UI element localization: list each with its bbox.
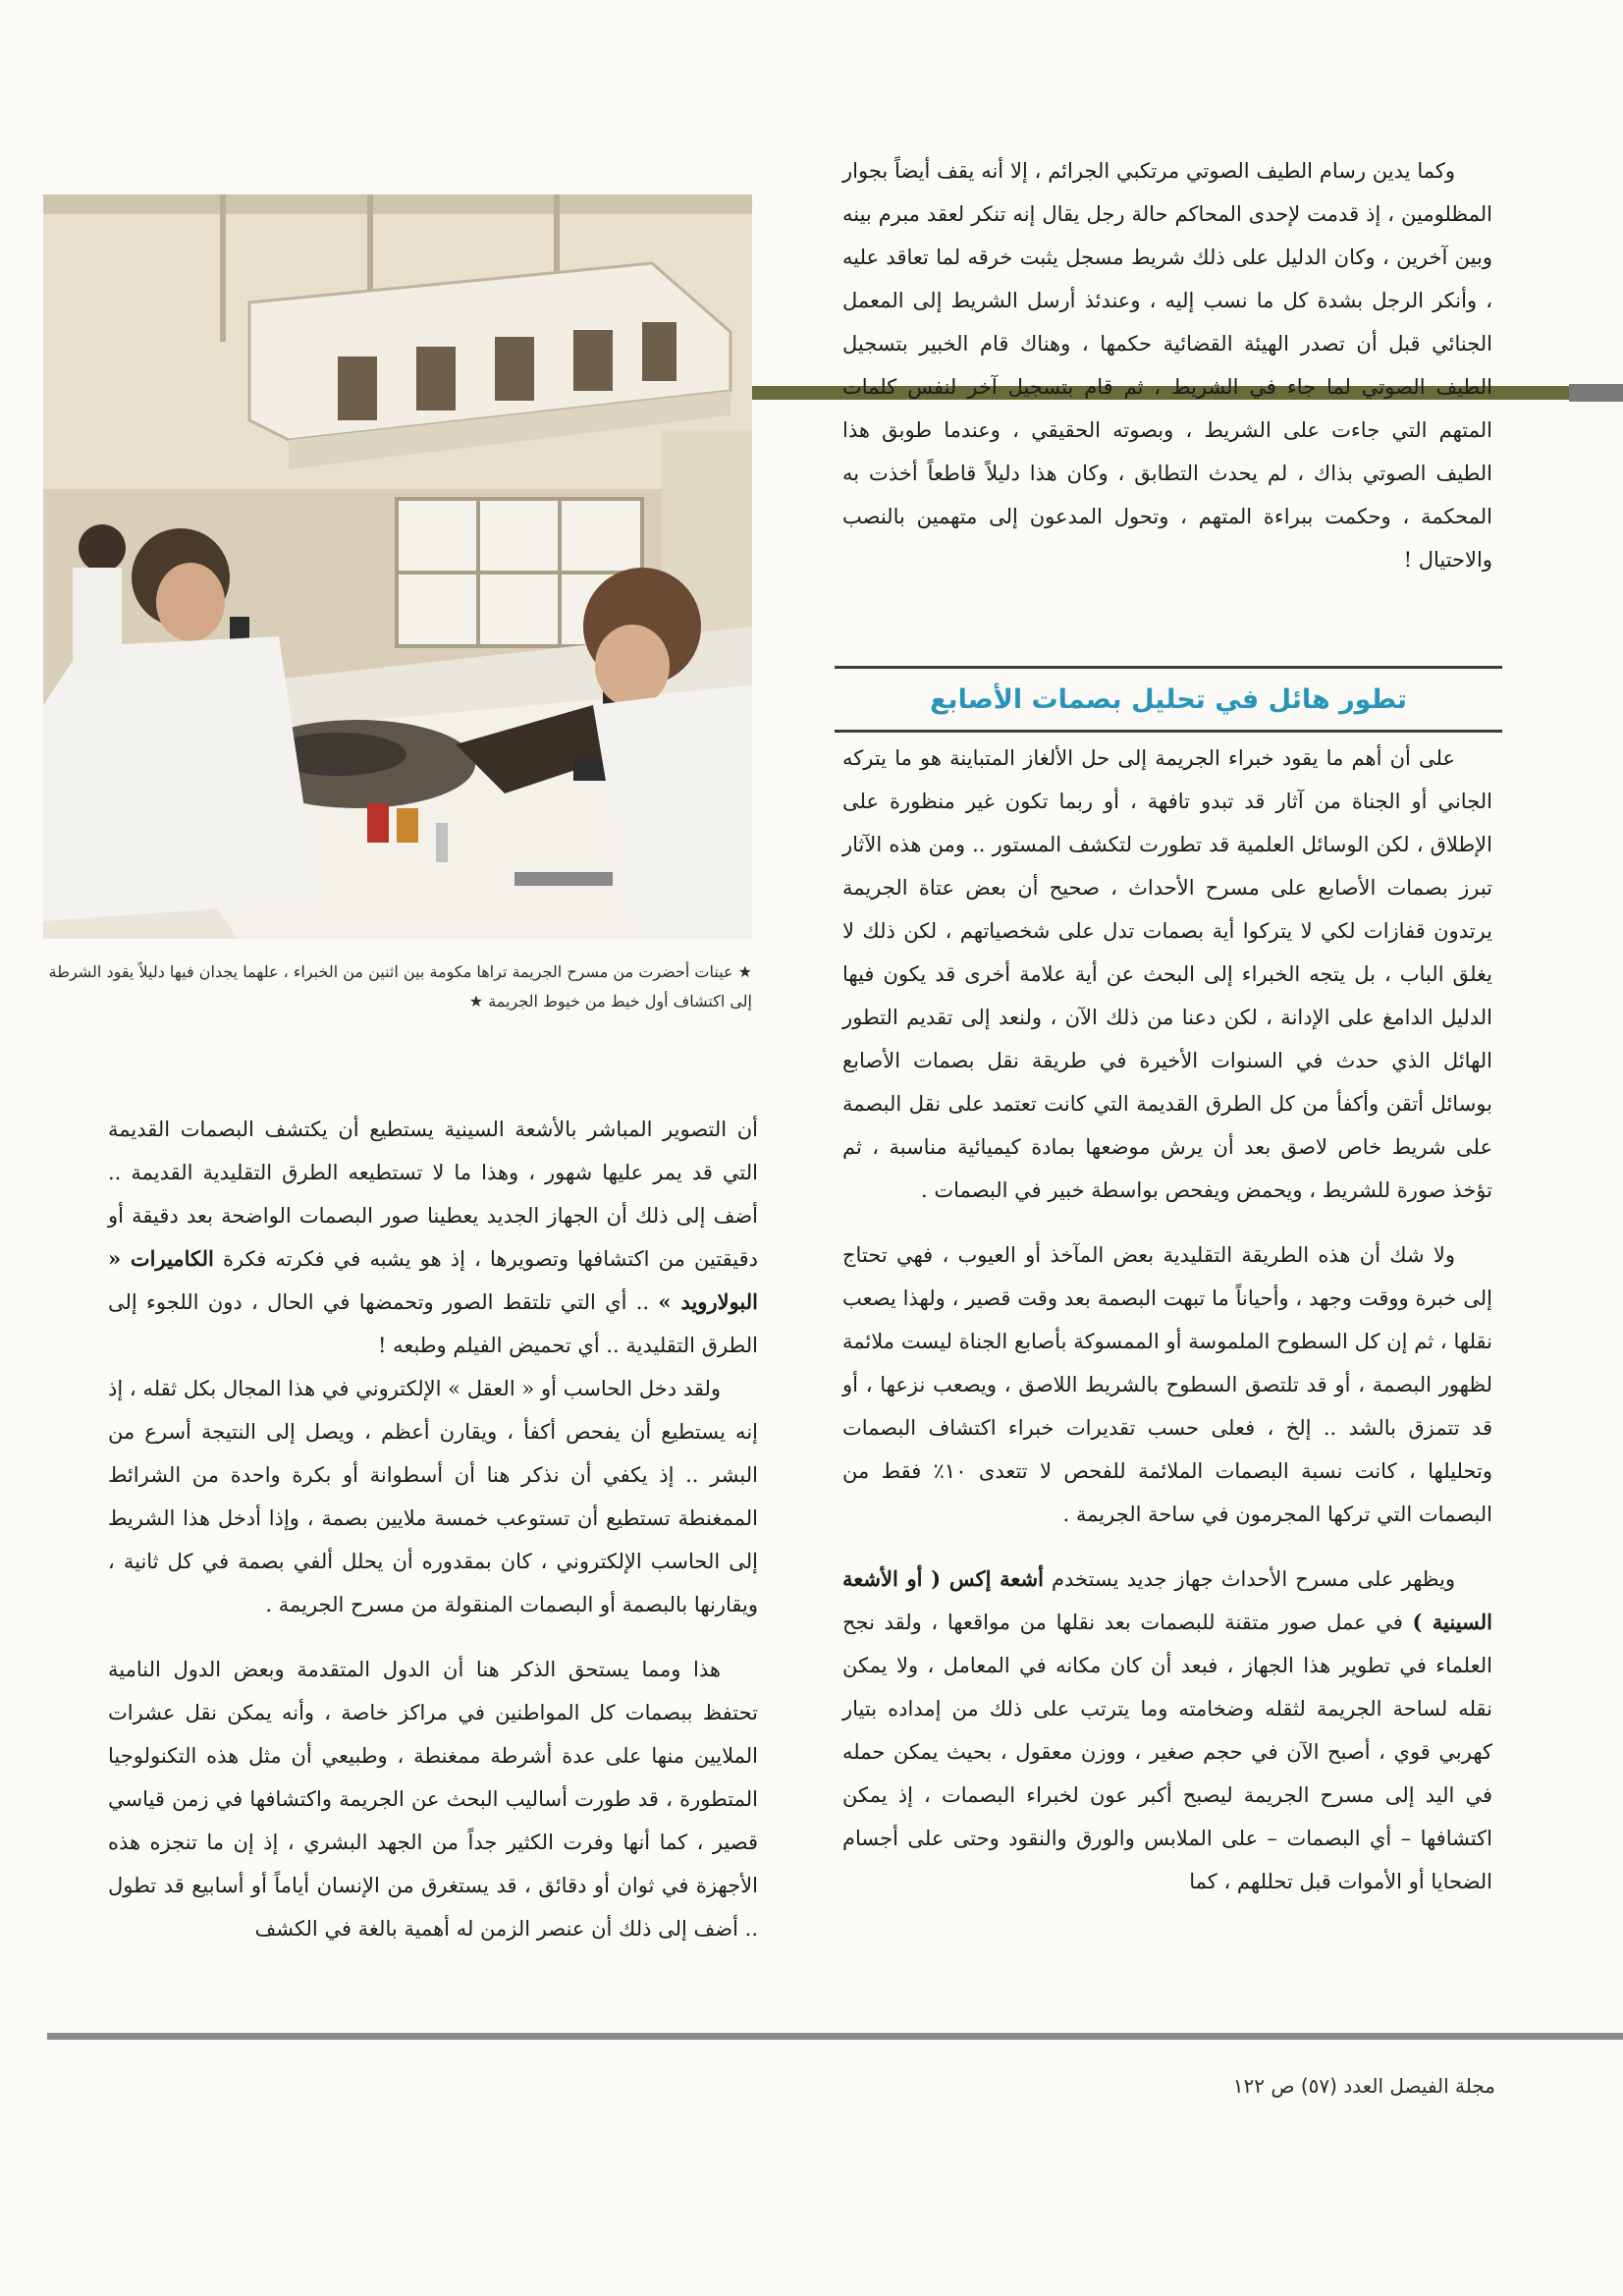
- laboratory-photo: [43, 194, 752, 939]
- paragraph: [842, 1558, 1492, 1903]
- article-column-right-bottom: [842, 737, 1492, 1903]
- bottom-rule: [47, 2033, 1623, 2040]
- paragraph: ولقد دخل الحاسب أو « العقل » الإلكتروني في هذا المجال بكل ثقله ، إذ إنه يستطيع أن يفحص أكفأ ، ويقارن أعظم ، ويصل إلى النتيجة أسرع من البشر .. إذ يكفي أن نذكر هنا أن أسطوانة أو بكرة واحدة من الشرائط الممغنطة تستطيع أن تستوعب خمسة ملايين بصمة ، وإذا أدخل هذا الشريط إلى الحاسب الإلكتروني ، كان بمقدوره أن يحلل ألفي بصمة في كل ثانية ، ويقارنها بالبصمة أو البصمات المنقولة من مسرح الجريمة .: [108, 1377, 758, 1616]
- paragraph-text: أن التصوير المباشر بالأشعة السينية يستطيع أن يكتشف البصمات القديمة التي قد يمر عليها شهور ، وهذا ما لا تستطيعه الطرق التقليدية القديمة .. أضف إلى ذلك أن الجهاز الجديد يعطينا صور البصمات الواضحة بعد دقيقة أو دقيقتين من اكتشافها وتصويرها ، إذ هو يشبه في فكرته فكرة: [108, 1118, 758, 1271]
- article-column-left: [108, 1108, 758, 1950]
- paragraph: هذا ومما يستحق الذكر هنا أن الدول المتقدمة وبعض الدول النامية تحتفظ ببصمات كل المواطنين في مراكز خاصة ، وأنه يمكن نقل عشرات الملايين منها على عدة أشرطة ممغنطة ، وطبيعي أن مثل هذه التكنولوجيا المتطورة ، قد طورت أساليب البحث عن الجريمة واكتشافها في زمن قياسي قصير ، كما أنها وفرت الكثير جداً من الجهد البشري ، إذ إن ما تنجزه هذه الأجهزة في ثوان أو دقائق ، قد يستغرق من الإنسان أياماً أو أسابيع قد تطول .. أضف إلى ذلك أن عنصر الزمن له أهمية بالغة في الكشف: [108, 1658, 758, 1941]
- section-header: [835, 666, 1502, 733]
- page-footer: مجلة الفيصل العدد (٥٧) ص ١٢٢: [1232, 2074, 1495, 2098]
- bold-term: أشعة إكس ( أو الأشعة السينية ): [842, 1566, 1493, 1634]
- photo-caption: ★ عينات أحضرت من مسرح الجريمة تراها مكومة بين اثنين من الخبراء ، علهما يجدان فيها دليلاً يقود الشرطة إلى اكتشاف أول خيط من خيوط الجريمة ★: [48, 962, 752, 1011]
- article-column-right-top: [842, 149, 1492, 581]
- paragraph-text: ويظهر على مسرح الأحداث جهاز جديد يستخدم: [1043, 1567, 1455, 1591]
- paragraph: على أن أهم ما يقود خبراء الجريمة إلى حل الألغاز المتباينة هو ما يتركه الجاني أو الجناة من آثار قد تبدو تافهة ، أو ربما تكون غير منظورة على الإطلاق ، لكن الوسائل العلمية قد تطورت لتكشف المستور .. ومن هذه الآثار تبرز بصمات الأصابع على مسرح الأحداث ، صحيح أن بعض عتاة الجريمة يرتدون قفازات لكي لا يتركوا أية بصمات تدل على شخصياتهم ، لكن ذلك لا يغلق الباب ، بل يتجه الخبراء إلى البحث عن أية علامة أخرى قد يكون فيها الدليل الدامغ على الإدانة ، لكن دعنا من ذلك الآن ، ولنعد إلى تقديم التطور الهائل الذي حدث في السنوات الأخيرة في طريقة نقل بصمات الأصابع بوسائل أتقن وأكفأ من كل الطرق القديمة التي كانت تعتمد على نقل البصمة على شريط خاص لاصق بعد أن يرش موضعها بمادة كيميائية مناسبة ، ثم تؤخذ صورة للشريط ، ويحمض ويفحص بواسطة خبير في البصمات .: [842, 746, 1492, 1202]
- paragraph-text: في عمل صور متقنة للبصمات بعد نقلها من مواقعها ، ولقد نجح العلماء في تطوير هذا الجهاز ، فبعد أن كان مكانه في المعامل ، ولا يمكن نقله لساحة الجريمة لثقله وضخامته وما يترتب على ذلك من إمداده بتيار كهربي قوي ، أصبح الآن في حجم صغير ، ووزن معقول ، بحيث يمكن حمله في اليد إلى مسرح الجريمة ليصبح أكبر عون لخبراء البصمات ، إذ يمكن اكتشافها – أي البصمات – على الملابس والورق والنقود وحتى على أجسام الضحايا أو الأموات قبل تحللهم ، كما: [842, 1611, 1492, 1893]
- bold-term: الكاميرات « البولارويد »: [108, 1246, 758, 1314]
- section-title: تطور هائل في تحليل بصمات الأصابع: [929, 683, 1408, 715]
- paragraph: ولا شك أن هذه الطريقة التقليدية بعض المآخذ أو العيوب ، فهي تحتاج إلى خبرة ووقت وجهد ، وأحياناً ما تبهت البصمة بعد وقت قصير ، ولهذا يصعب نقلها ، ثم إن كل السطوح الملموسة أو الممسوكة بأصابع الجناة ليست ملائمة لظهور البصمة ، أو قد تلتصق السطوح بالشريط اللاصق ، ويصعب نزعها ، أو قد تتمزق بالشد .. إلخ ، فعلى حسب تقديرات خبراء اكتشاف البصمات وتحليلها ، كانت نسبة البصمات الملائمة للفحص لا تتعدى ١٠٪ فقط من البصمات التي تركها المجرمون في ساحة الجريمة .: [842, 1243, 1492, 1526]
- paragraph-text: .. أي التي تلتقط الصور وتحمضها في الحال ، دون اللجوء إلى الطرق التقليدية .. أي تحميض الفيلم وطبعه !: [108, 1290, 758, 1357]
- paragraph: وكما يدين رسام الطيف الصوتي مرتكبي الجرائم ، إلا أنه يقف أيضاً بجوار المظلومين ، إذ قدمت لإحدى المحاكم حالة رجل يقال إنه تنكر لعقد مبرم بينه وبين آخرين ، وكان الدليل على ذلك شريط مسجل يثبت خرقه لما تعاقد عليه ، وأنكر الرجل بشدة كل ما نسب إليه ، وعندئذ أرسل الشريط إلى المعمل الجنائي قبل أن تصدر الهيئة القضائية حكمها ، وهناك قام الخبير بتسجيل الطيف الصوتي لما جاء في الشريط ، ثم قام بتسجيل آخر لنفس كلمات المتهم التي جاءت على الشريط ، وبصوته الحقيقي ، وعندما طوبق هذا الطيف الصوتي بذاك ، لم يحدث التطابق ، وكان هذا دليلاً قاطعاً أخذت به المحكمة ، وحكمت ببراءة المتهم ، وتحول المدعون إلى متهمين بالنصب والاحتيال !: [842, 159, 1492, 572]
- paragraph: [108, 1108, 758, 1367]
- gray-edge-marker: [1569, 384, 1623, 402]
